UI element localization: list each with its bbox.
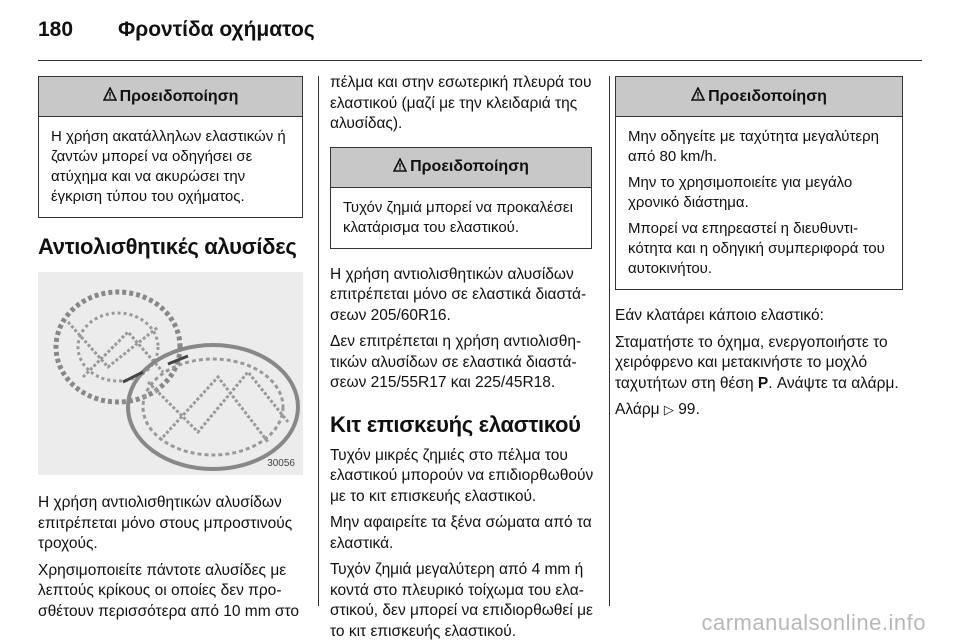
page-title: Φροντίδα οχήματος [118, 18, 315, 41]
paragraph: Μην αφαιρείτε τα ξένα σώματα από τα ελαστικά. [330, 514, 592, 552]
column-1 [38, 76, 303, 628]
warning-body [616, 117, 902, 289]
warning-line: Μην το χρησιμοποιείτε για μεγάλο χρονικό διάστημα. [628, 174, 853, 211]
section-heading-tyre-repair-kit: Κιτ επισκευής ελαστικού [330, 411, 581, 437]
warning-header [616, 77, 902, 117]
column-divider-1 [318, 76, 319, 606]
warning-icon [103, 87, 117, 106]
paragraph: Η χρήση αντιολισθητικών αλυσίδων επιτρέπεται μόνο στους μπροστινούς τροχούς. [38, 494, 293, 552]
warning-title: Προειδοποίηση [708, 87, 827, 105]
figure-number: 30056 [267, 458, 295, 469]
warning-title: Προειδοποίηση [119, 87, 239, 105]
paragraph-hazard-reference [615, 400, 905, 421]
warning-line: Μπορεί να επηρεαστεί η διευθυντικότητα και η οδηγική συμπεριφορά του αυτοκινήτου. [628, 220, 885, 277]
warning-box [615, 76, 903, 290]
warning-body [39, 117, 302, 217]
warning-line: Μην οδηγείτε με ταχύτητα μεγαλύτερη από 80 km/h. [628, 128, 879, 165]
page-header [38, 18, 315, 48]
paragraph-continued: πέλμα και στην εσωτερική πλευρά του ελαστικού (μαζί με την κλειδαριά της αλυσίδας). [330, 74, 592, 132]
column-2 [330, 76, 605, 642]
paragraph: Εάν κλατάρει κάποιο ελαστικό: [615, 307, 824, 324]
snow-chain-illustration [38, 272, 303, 475]
paragraph: Χρησιμοποιείτε πάντοτε αλυσίδες με λεπτούς κρίκους οι οποίες δεν προσθέτουν περισσότερα από 10 mm στο [38, 561, 300, 620]
cross-reference-arrow-icon: ▷ [663, 402, 674, 417]
paragraph: Η χρήση αντιολισθητικών αλυσίδων επιτρέπεται μόνο σε ελαστικά διαστάσεων 205/60R16. [330, 265, 587, 324]
warning-text: Τυχόν ζημιά μπορεί να προκαλέσει κλατάρισμα του ελαστικού. [343, 198, 573, 236]
paragraph: Δεν επιτρέπεται η χρήση αντιολισθητικών αλυσίδων σε ελαστικά διαστάσεων 215/55R17 και 225/45R18. [330, 333, 582, 391]
header-divider [38, 60, 922, 61]
warning-header [331, 148, 591, 188]
warning-title: Προειδοποίηση [410, 158, 529, 175]
gear-position-p: P [757, 374, 769, 392]
warning-text: Η χρήση ακατάλληλων ελαστικών ή ζαντών μπορεί να οδηγήσει σε ατύχημα και να ακυρώσει την έγκριση τύπου του οχήματος. [51, 128, 286, 205]
paragraph [615, 333, 905, 395]
watermark: carmanualsonline.info [701, 610, 926, 635]
warning-icon [393, 158, 407, 177]
page-reference-link[interactable]: 99 [678, 401, 696, 418]
paragraph-text: Σταματήστε το όχημα, ενεργοποιήστε το χειρόφρενο και μετακινήστε το μοχλό ταχυτήτων στη θέση [615, 333, 888, 392]
warning-box [330, 147, 592, 249]
column-3 [615, 76, 905, 427]
warning-header [39, 77, 302, 117]
snow-chain-drawing [38, 272, 303, 475]
warning-icon [691, 87, 705, 106]
warning-body [331, 188, 591, 248]
period: . [695, 401, 700, 418]
section-heading-snow-chains: Αντιολισθητικές αλυσίδες [38, 234, 297, 259]
warning-box [38, 76, 303, 218]
column-divider-2 [609, 76, 610, 606]
hazard-text: Αλάρμ [615, 401, 660, 418]
paragraph-text: . Ανάψτε τα αλάρμ. [768, 374, 899, 392]
page-number: 180 [38, 18, 74, 41]
paragraph: Τυχόν μικρές ζημιές στο πέλμα του ελαστικού μπορούν να επιδιορθωθούν με το κιτ επισκευής ελαστικού. [330, 446, 594, 505]
paragraph: Τυχόν ζημιά μεγαλύτερη από 4 mm ή κοντά στο πλευρικό τοίχωμα του ελαστικού, δεν μπορεί να επιδιορθωθεί με το κιτ επισκευής ελαστικού. [330, 561, 593, 640]
